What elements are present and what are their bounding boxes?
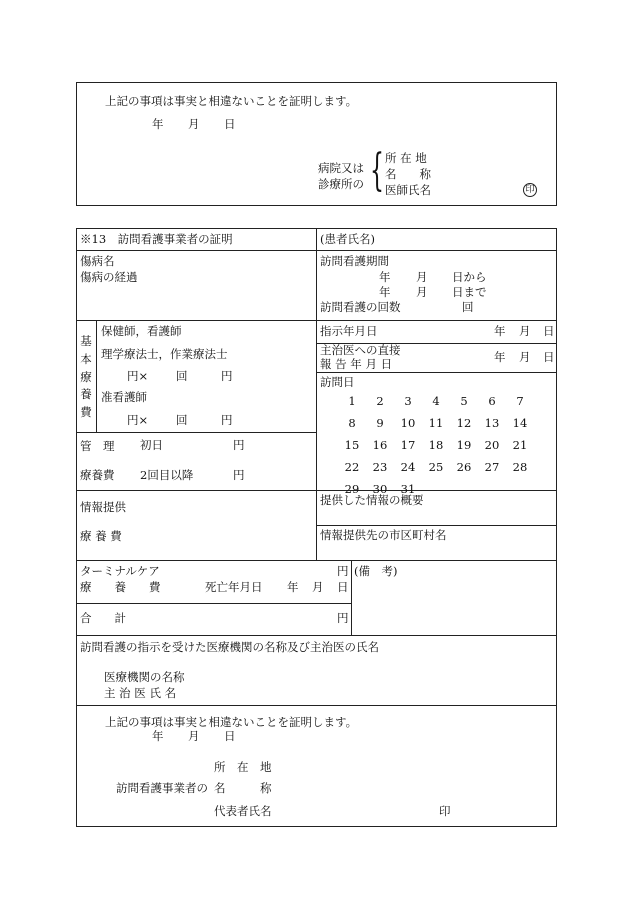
visit-count-label: 訪問看護の回数 xyxy=(320,300,401,314)
facility-label-2: 診療所の xyxy=(318,177,364,191)
calendar-day[interactable]: 16 xyxy=(372,438,388,452)
doctor-name-label: 医師氏名 xyxy=(385,183,431,197)
business-label: 訪問看護事業者の xyxy=(116,781,208,795)
calendar-day[interactable]: 4 xyxy=(432,394,440,408)
calendar-day[interactable]: 5 xyxy=(460,394,468,408)
medical-institution-heading: 訪問看護の指示を受けた医療機関の名称及び主治医の氏名 xyxy=(80,640,379,654)
visit-days-calendar xyxy=(338,390,534,500)
calendar-day[interactable]: 27 xyxy=(484,460,500,474)
calendar-day[interactable]: 31 xyxy=(400,482,416,496)
calendar-day[interactable]: 8 xyxy=(348,416,356,430)
visit-from-year: 年 xyxy=(379,270,391,284)
basic-fee-assistant-nurse-label: 准看護師 xyxy=(101,390,147,404)
calendar-day[interactable]: 28 xyxy=(512,460,528,474)
calendar-day[interactable]: 22 xyxy=(344,460,360,474)
direct-report-label-1: 主治医への直接 xyxy=(320,343,401,357)
disease-course-label: 傷病の経過 xyxy=(80,270,138,284)
visit-to-year: 年 xyxy=(379,285,391,299)
death-date-label: 死亡年月日 xyxy=(205,580,263,594)
remarks-label: (備 考) xyxy=(354,564,398,578)
basic-fee-therapist-label: 理学療法士，作業療法士 xyxy=(101,347,228,361)
bottom-date-month: 月 xyxy=(188,729,200,743)
section-title: ※13 訪問看護事業者の証明 xyxy=(80,232,233,246)
facility-label-1: 病院又は xyxy=(318,161,364,175)
total-yen: 円 xyxy=(337,611,349,625)
bottom-address-label: 所 在 地 xyxy=(214,760,272,774)
management-label-1: 管 理 xyxy=(80,439,115,453)
instruction-day: 日 xyxy=(543,324,555,338)
calendar-day[interactable]: 19 xyxy=(456,438,472,452)
total-label: 合 計 xyxy=(80,611,126,625)
basic-fee-times-1: 回 xyxy=(176,369,188,383)
calendar-day[interactable]: 12 xyxy=(456,416,472,430)
top-date-year: 年 xyxy=(152,117,164,131)
basic-fee-yen-1: 円 xyxy=(221,369,233,383)
calendar-row xyxy=(338,390,534,412)
death-month: 月 xyxy=(312,580,324,594)
info-summary-label: 提供した情報の概要 xyxy=(320,493,424,507)
visit-from-month: 月 xyxy=(416,270,428,284)
medical-institution-name-label: 医療機関の名称 xyxy=(104,670,185,684)
instruction-year: 年 xyxy=(494,324,506,338)
calendar-day[interactable]: 13 xyxy=(484,416,500,430)
top-date-month: 月 xyxy=(188,117,200,131)
calendar-day[interactable]: 23 xyxy=(372,460,388,474)
calendar-day[interactable]: 3 xyxy=(404,394,412,408)
calendar-day[interactable]: 14 xyxy=(512,416,528,430)
management-yen-2: 円 xyxy=(233,468,245,482)
calendar-day[interactable]: 26 xyxy=(456,460,472,474)
instruction-date-label: 指示年月日 xyxy=(320,324,378,338)
terminal-care-fee-label: 療 養 費 xyxy=(80,580,161,594)
calendar-day[interactable]: 10 xyxy=(400,416,416,430)
top-seal-icon: 印 xyxy=(523,183,537,197)
info-provision-fee-label: 療 養 費 xyxy=(80,529,122,543)
bottom-date-day: 日 xyxy=(224,729,236,743)
basic-fee-nurse-label: 保健師，看護師 xyxy=(101,324,182,338)
bottom-seal-label: 印 xyxy=(439,804,451,818)
bottom-name-label: 名 称 xyxy=(214,781,272,795)
death-day: 日 xyxy=(337,580,349,594)
calendar-day[interactable]: 2 xyxy=(376,394,384,408)
terminal-care-yen: 円 xyxy=(337,564,349,578)
direct-report-day: 日 xyxy=(543,350,555,364)
representative-label: 代表者氏名 xyxy=(214,804,272,818)
calendar-row xyxy=(338,434,534,456)
calendar-day[interactable]: 6 xyxy=(488,394,496,408)
calendar-day[interactable]: 7 xyxy=(516,394,524,408)
visit-period-label: 訪問看護期間 xyxy=(320,254,389,268)
disease-name-label: 傷病名 xyxy=(80,254,115,268)
calendar-day[interactable]: 20 xyxy=(484,438,500,452)
basic-fee-vertical-label: 基本療養費 xyxy=(80,334,92,420)
calendar-day xyxy=(478,478,506,500)
basic-fee-yen-2: 円 xyxy=(221,413,233,427)
management-label-2: 療養費 xyxy=(80,468,115,482)
bottom-statement: 上記の事項は事実と相違ないことを証明します。 xyxy=(105,715,358,729)
visit-to-month: 月 xyxy=(416,285,428,299)
attending-doctor-label: 主 治 医 氏 名 xyxy=(104,686,177,700)
calendar-row xyxy=(338,456,534,478)
visit-from-day: 日から xyxy=(452,270,487,284)
calendar-day xyxy=(450,478,478,500)
instruction-month: 月 xyxy=(519,324,531,338)
calendar-day[interactable]: 9 xyxy=(376,416,384,430)
calendar-day[interactable]: 1 xyxy=(348,394,356,408)
facility-address-label: 所 在 地 xyxy=(385,151,427,165)
calendar-day[interactable]: 18 xyxy=(428,438,444,452)
facility-name-label: 名 称 xyxy=(385,167,431,181)
visit-days-label: 訪問日 xyxy=(320,375,355,389)
calendar-row xyxy=(338,412,534,434)
brace-icon: { xyxy=(370,145,384,196)
top-statement: 上記の事項は事実と相違ないことを証明します。 xyxy=(105,94,358,108)
calendar-day[interactable]: 15 xyxy=(344,438,360,452)
visit-to-day: 日まで xyxy=(452,285,487,299)
management-yen-1: 円 xyxy=(233,438,245,452)
calendar-day[interactable]: 21 xyxy=(512,438,528,452)
patient-name-label: (患者氏名) xyxy=(320,232,375,246)
calendar-day[interactable]: 29 xyxy=(344,482,360,496)
calendar-day[interactable]: 24 xyxy=(400,460,416,474)
calendar-day[interactable]: 30 xyxy=(372,482,388,496)
info-provision-label: 情報提供 xyxy=(80,500,126,514)
calendar-day xyxy=(422,478,450,500)
direct-report-year: 年 xyxy=(494,350,506,364)
management-from-second: 2回目以降 xyxy=(140,468,194,482)
basic-fee-yen-times-2: 円× xyxy=(127,413,149,427)
calendar-day xyxy=(506,478,534,500)
visit-count-unit: 回 xyxy=(462,300,474,314)
bottom-date-year: 年 xyxy=(152,729,164,743)
direct-report-label-2: 報 告 年 月 日 xyxy=(320,357,393,371)
basic-fee-yen-times-1: 円× xyxy=(127,369,149,383)
top-date-day: 日 xyxy=(224,117,236,131)
calendar-day[interactable]: 11 xyxy=(428,416,444,430)
calendar-day[interactable]: 17 xyxy=(400,438,416,452)
info-city-label: 情報提供先の市区町村名 xyxy=(320,528,447,542)
terminal-care-label: ターミナルケア xyxy=(80,564,160,578)
management-first-day: 初日 xyxy=(140,438,163,452)
basic-fee-times-2: 回 xyxy=(176,413,188,427)
calendar-day[interactable]: 25 xyxy=(428,460,444,474)
death-year: 年 xyxy=(287,580,299,594)
direct-report-month: 月 xyxy=(519,350,531,364)
